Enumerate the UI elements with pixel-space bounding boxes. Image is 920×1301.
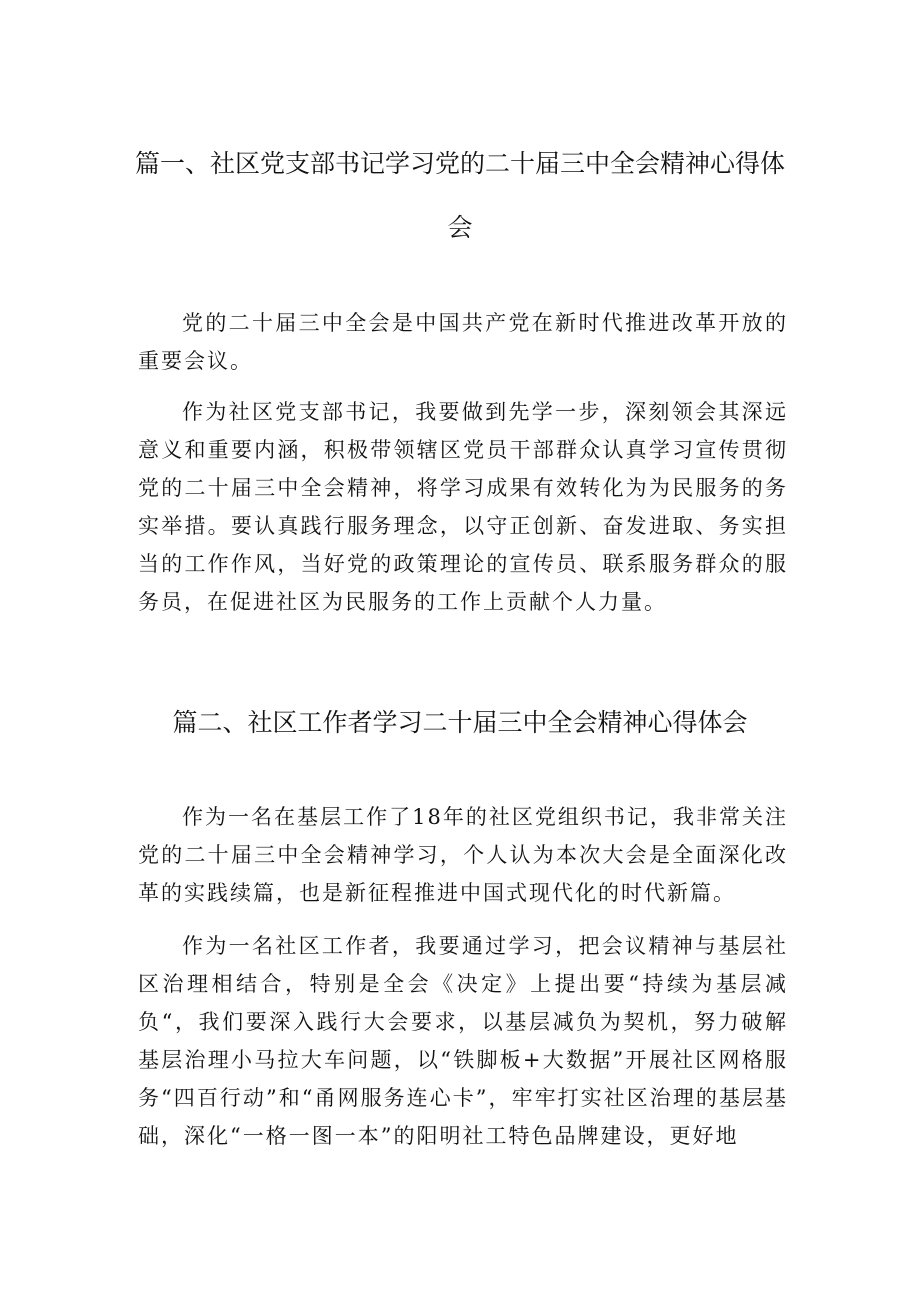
section-2-title: 篇二、社区工作者学习二十届三中全会精神心得体会: [172, 708, 748, 737]
section-2-paragraph-1: 作为一名在基层工作了18年的社区党组织书记，我非常关注党的二十届三中全会精神学习，个人认为本次大会是全面深化改革的实践续篇，也是新征程推进中国式现代化的时代新篇。: [138, 805, 788, 905]
section-1-paragraph-2: 作为社区党支部书记，我要做到先学一步，深刻领会其深远意义和重要内涵，积极带领辖区党员干部群众认真学习宣传贯彻党的二十届三中全会精神，将学习成果有效转化为为民服务的务实举措。要认真践行服务理念，以守正创新、奋发进取、务实担当的工作作风，当好党的政策理论的宣传员、联系服务群众的服务员，在促进社区为民服务的工作上贡献个人力量。: [138, 400, 788, 614]
section-1-title: 篇一、社区党支部书记学习党的二十届三中全会精神心得体会: [134, 149, 785, 242]
section-2-paragraph-2: 作为一名社区工作者，我要通过学习，把会议精神与基层社区治理相结合，特别是全会《决定》上提出要“持续为基层减负“，我们要深入践行大会要求，以基层减负为契机，努力破解基层治理小马拉大车问题，以“铁脚板+大数据”开展社区网格服务“四百行动”和“甬网服务连心卡”，牢牢打实社区治理的基层基础，深化“一格一图一本”的阳明社工特色品牌建设，更好地: [138, 934, 788, 1148]
section-1-paragraph-1: 党的二十届三中全会是中国共产党在新时代推进改革开放的重要会议。: [138, 311, 788, 373]
